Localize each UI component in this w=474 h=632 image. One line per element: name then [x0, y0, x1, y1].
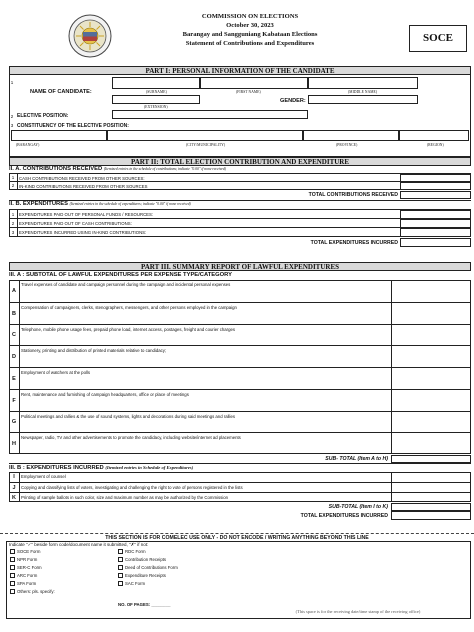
pages-blank: ________ [151, 602, 171, 607]
category-description: Telephone, mobile phone usage fees, prepaid phone load, internet access, postages, freight and courier charges [21, 326, 236, 332]
middle-name-caption: (MIDDLE NAME) [348, 90, 378, 94]
personal-funds-amount[interactable] [400, 210, 471, 219]
form-name: SOCE Form [17, 548, 41, 554]
part3b-heading [9, 464, 193, 472]
category-letter: C [12, 332, 16, 339]
form-checkbox[interactable] [10, 549, 15, 554]
elective-position-field[interactable] [112, 110, 308, 119]
subtotal-a-to-h-label: SUB- TOTAL (Item A to H) [325, 456, 388, 462]
middle-name-field[interactable] [308, 77, 418, 89]
city-municipality-field[interactable] [107, 130, 303, 141]
category-letter: K [12, 495, 16, 501]
expense-category-row [9, 324, 471, 346]
category-letter: D [12, 354, 16, 361]
part1-row-number-1: 1 [10, 80, 14, 85]
form-name: NPR Form [17, 556, 38, 562]
constituency-label: CONSTITUENCY OF THE ELECTIVE POSITION: [17, 123, 129, 129]
comelec-section [6, 541, 471, 619]
category-letter: G [11, 419, 17, 426]
total-expenditures-label: TOTAL EXPENDITURES INCURRED [310, 240, 398, 246]
grand-total-amount[interactable] [391, 511, 471, 520]
first-name-field[interactable] [200, 77, 308, 89]
form-checkbox[interactable] [10, 589, 15, 594]
form-checkbox[interactable] [10, 557, 15, 562]
category-amount-field[interactable] [391, 390, 471, 412]
category-amount-field[interactable] [391, 433, 471, 455]
category-amount-field[interactable] [391, 325, 471, 347]
form-name: ARC Form [17, 572, 38, 578]
part1-row-number-3: 3 [10, 123, 14, 128]
category-description: Copying and classifying lists of voters, investigating and challenging the right to vote of persons registered in the lists [21, 485, 243, 490]
form-name: Others: pls. specify: [17, 588, 55, 594]
form-name: SPA Form [17, 580, 37, 586]
form-checkbox[interactable] [118, 549, 123, 554]
form-checkbox[interactable] [10, 565, 15, 570]
form-name: Deed of Contributions Form [125, 564, 178, 570]
category-letter: H [12, 441, 16, 448]
category-letter: A [12, 287, 16, 294]
part1-title: PART I: PERSONAL INFORMATION OF THE CANDIDATE [9, 66, 471, 75]
form-name: SER-C Form [17, 564, 42, 570]
contribution-row-1 [9, 174, 471, 182]
candidate-name-label: NAME OF CANDIDATE: [30, 89, 92, 95]
category-description: Rent, maintenance and furnishing of campaign headquarters, office or place of meetings [21, 391, 189, 397]
expense-category-row [9, 345, 471, 367]
category-amount-field[interactable] [391, 346, 471, 368]
pages-label-text: NO. OF PAGES: [118, 602, 151, 607]
header-block [0, 0, 474, 64]
pages-label [118, 602, 170, 607]
part1-row-number-2: 2 [10, 114, 14, 119]
contribution-row-2 [9, 182, 471, 190]
expense-category-row [9, 302, 471, 324]
expenditure-row-number: 1 [11, 211, 15, 217]
expenditures-note: (Itemized entries in the schedule of expenditures; indicate "0.00" if none received) [69, 202, 191, 206]
expense-category-row [9, 280, 471, 302]
form-name: RDC Form [125, 548, 146, 554]
total-contributions-amount[interactable] [400, 191, 471, 199]
grand-total-label: TOTAL EXPENDITURES INCURRED [300, 513, 388, 519]
form-name: Contribution Receipts [125, 556, 167, 562]
extension-caption: (EXTENSION) [144, 105, 168, 109]
surname-field[interactable] [112, 77, 200, 89]
category-letter: F [12, 397, 16, 404]
expense-category-row [9, 472, 471, 482]
expenditure-row-number: 2 [11, 220, 15, 226]
expense-category-row [9, 492, 471, 502]
contribution-row-label: CASH CONTRIBUTIONS RECEIVED FROM OTHER SOURCES: [19, 175, 145, 181]
surname-caption: (SURNAME) [146, 90, 167, 94]
barangay-field[interactable] [11, 130, 107, 141]
expense-category-row [9, 432, 471, 454]
contribution-row-label: IN-KIND CONTRIBUTIONS RECEIVED FROM OTHER SOURCES [19, 183, 148, 189]
contributions-heading-text: II. A. CONTRIBUTIONS RECEIVED [9, 166, 103, 172]
category-description: Employment of counsel [21, 474, 66, 479]
contribution-row-number: 1 [11, 175, 15, 180]
extension-field[interactable] [112, 95, 200, 104]
soce-code-box [409, 25, 467, 52]
total-expenditures-amount[interactable] [400, 238, 471, 247]
expenditure-row-2 [9, 219, 471, 228]
cash-contrib-expenditures-amount[interactable] [400, 219, 471, 228]
agency-name: COMMISSION ON ELECTIONS [201, 13, 299, 20]
category-letter: B [12, 310, 16, 317]
inkind-expenditures-amount[interactable] [400, 228, 471, 237]
statement-title: Statement of Contributions and Expenditures [185, 40, 315, 47]
part3b-heading-text: III. B : EXPENDITURES INCURRED [9, 465, 104, 471]
indicate-instruction: Indicate "✓" beside form code/document name it submitted, "✗" if not: [9, 542, 149, 547]
province-field[interactable] [303, 130, 399, 141]
part3b-note: (Itemized entries in Schedule of Expenditures) [105, 465, 194, 470]
form-checkbox[interactable] [10, 573, 15, 578]
form-checkbox[interactable] [118, 565, 123, 570]
election-name: Barangay and Sangguniang Kabataan Elections [182, 31, 318, 38]
expenditure-row-label: EXPENDITURES PAID OUT OF PERSONAL FUNDS / RESOURCES: [19, 212, 154, 217]
form-checkbox[interactable] [118, 573, 123, 578]
category-description: Printing of sample ballots in such color, size and maximum number as may be authorized by the Commission [21, 495, 229, 500]
expense-category-row [9, 482, 471, 492]
part3-title: PART III. SUMMARY REPORT OF LAWFUL EXPENDITURES [9, 262, 471, 271]
contributions-note: (Itemized entries in the schedule of contributions; indicate "0.00" if none received) [103, 167, 226, 171]
category-amount-field[interactable] [391, 303, 471, 325]
category-description: Stationery, printing and distribution of printed materials relative to candidacy; [21, 348, 167, 354]
total-contributions-label: TOTAL CONTRIBUTIONS RECEIVED [308, 192, 398, 198]
expenditures-heading-text: II. B. EXPENDITURES [9, 201, 68, 207]
subtotal-i-to-k-label: SUB-TOTAL (Item I to K) [328, 504, 388, 510]
subtotal-a-to-h-amount[interactable] [391, 455, 471, 463]
city-caption: (CITY/MUNICIPALITY) [186, 143, 226, 147]
category-amount-field[interactable] [391, 368, 471, 390]
barangay-caption: (BARANGAY) [16, 143, 40, 147]
form-name: SAC Form [125, 580, 146, 586]
form-checkbox[interactable] [10, 581, 15, 586]
category-amount-field[interactable] [391, 493, 471, 503]
expenditure-row-3 [9, 228, 471, 237]
expense-category-row [9, 367, 471, 389]
form-checkbox[interactable] [118, 557, 123, 562]
comelec-seal-logo [68, 14, 112, 58]
gender-field[interactable] [308, 95, 418, 104]
category-description: Political meetings and rallies & the use of sound systems, lights and decorations during said meetings and rallies [21, 413, 236, 419]
first-name-caption: (FIRST NAME) [236, 90, 261, 94]
category-amount-field[interactable] [391, 472, 471, 482]
elective-position-label: ELECTIVE POSITION: [17, 113, 69, 119]
expenditure-row-label: EXPENDITURES PAID OUT OF CASH CONTRIBUTIONS: [19, 221, 132, 226]
part3a-heading: III. A : SUBTOTAL OF LAWFUL EXPENDITURES PER EXPENSE TYPE/CATEGORY [9, 272, 232, 278]
category-letter: I [13, 474, 15, 480]
expenditure-row-1 [9, 210, 471, 219]
contribution-row-number: 2 [11, 183, 15, 188]
stamp-note: (This space is for the receiving date/time stamp of the receiving office) [295, 609, 421, 614]
category-description: Newspaper, radio, TV and other advertisements to promote the candidacy, including website/internet ad placements [21, 435, 241, 441]
inkind-contributions-amount[interactable] [400, 182, 471, 190]
soce-code: SOCE [423, 32, 453, 44]
part2-title: PART II: TOTAL ELECTION CONTRIBUTION AND EXPENDITURE [9, 157, 471, 166]
expenditure-row-number: 3 [11, 229, 15, 235]
category-amount-field[interactable] [391, 280, 471, 302]
subtotal-i-to-k-amount[interactable] [391, 503, 471, 511]
region-field[interactable] [399, 130, 469, 141]
province-caption: (PROVINCE) [336, 143, 358, 147]
election-date: October 30, 2023 [226, 22, 274, 29]
region-caption: (REGION) [427, 143, 444, 147]
category-description: Employment of watchers at the polls [21, 370, 91, 375]
expense-category-row [9, 411, 471, 433]
category-letter: E [12, 375, 16, 382]
form-checkbox[interactable] [118, 581, 123, 586]
expenditure-row-label: EXPENDITURES INCURRED USING IN-KIND CONTRIBUTIONS: [19, 230, 147, 235]
comelec-use-title: THIS SECTION IS FOR COMELEC USE ONLY - DO NOT ENCODE / WRITING ANYTHING BEYOND THIS LINE [105, 535, 369, 541]
category-description: Travel expenses of candidate and campaign personnel during the campaign and incidental personal expenses [21, 282, 231, 287]
category-letter: J [12, 485, 16, 491]
cash-contributions-amount[interactable] [400, 174, 471, 182]
category-amount-field[interactable] [391, 412, 471, 434]
expense-category-row [9, 389, 471, 411]
form-name: Expenditure Receipts [125, 572, 166, 578]
expenditures-heading [9, 201, 191, 208]
category-description: Compensation of campaigners, clerks, stenographers, messengers, and other persons employed in the campaign [21, 304, 237, 310]
gender-label: GENDER: [280, 98, 306, 104]
contributions-heading [9, 166, 226, 173]
